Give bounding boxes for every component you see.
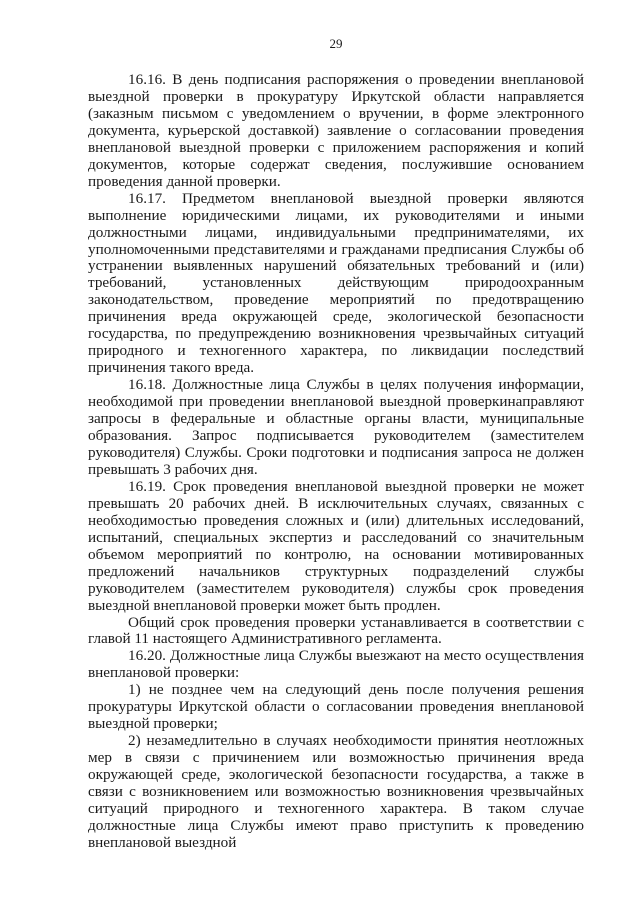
paragraph-16-20: 16.20. Должностные лица Службы выезжают на место осуществления внеплановой проверки:	[88, 647, 584, 682]
paragraph-16-16: 16.16. В день подписания распоряжения о проведении внеплановой выездной проверки в прокуратуру Иркутской области направляется (заказным письмом с уведомлением о вручении, в форме электронного документа, курьерской доставкой) заявление о согласовании проведения внеплановой выездной проверки с приложением распоряжения и копий документов, которые содержат сведения, послужившие основанием проведения данной проверки.	[88, 71, 584, 190]
list-item-1: 1) не позднее чем на следующий день после получения решения прокуратуры Иркутской области о согласовании проведения внеплановой выездной проверки;	[88, 681, 584, 733]
paragraph-16-19: 16.19. Срок проведения внеплановой выездной проверки не может превышать 20 рабочих дней. В исключительных случаях, связанных с необходимостью проведения сложных и (или) длительных исследований, испытаний, специальных экспертиз и расследований со значительным объемом мероприятий по контролю, на основании мотивированных предложений начальников структурных подразделений службы руководителем (заместителем руководителя) службы срок проведения выездной внеплановой проверки может быть продлен.	[88, 477, 584, 614]
paragraph-total-term: Общий срок проведения проверки устанавливается в соответствии с главой 11 настоящего Административного регламента.	[88, 613, 584, 648]
page-number: 29	[329, 36, 343, 51]
paragraph-16-17: 16.17. Предметом внеплановой выездной проверки являются выполнение юридическими лицами, их руководителями и иными должностными лицами, индивидуальными предпринимателями, их уполномоченными представителями и гражданами предписания Службы об устранении выявленных нарушений обязательных требований и (или) требований, установленных действующим природоохранным законодательством, проведение мероприятий по предотвращению причинения вреда окружающей среде, экологической безопасности государства, по предупреждению возникновения чрезвычайных ситуаций природного и техногенного характера, по ликвидации последствий причинения такого вреда.	[88, 189, 584, 377]
paragraph-16-18: 16.18. Должностные лица Службы в целях получения информации, необходимой при проведении внеплановой выездной проверкинаправляют запросы в федеральные и областные органы власти, муниципальные образования. Запрос подписывается руководителем (заместителем руководителя) Службы. Сроки подготовки и подписания запроса не должен превышать 3 рабочих дня.	[88, 376, 584, 478]
document-page	[88, 36, 584, 852]
list-item-2: 2) незамедлительно в случаях необходимости принятия неотложных мер в связи с причинением или возможностью причинения вреда окружающей среде, экологической безопасности государства, а также в связи с возникновением или возможностью возникновения чрезвычайных ситуаций природного и техногенного характера. В таком случае должностные лица Службы имеют право приступить к проведению внеплановой выездной	[88, 732, 584, 851]
